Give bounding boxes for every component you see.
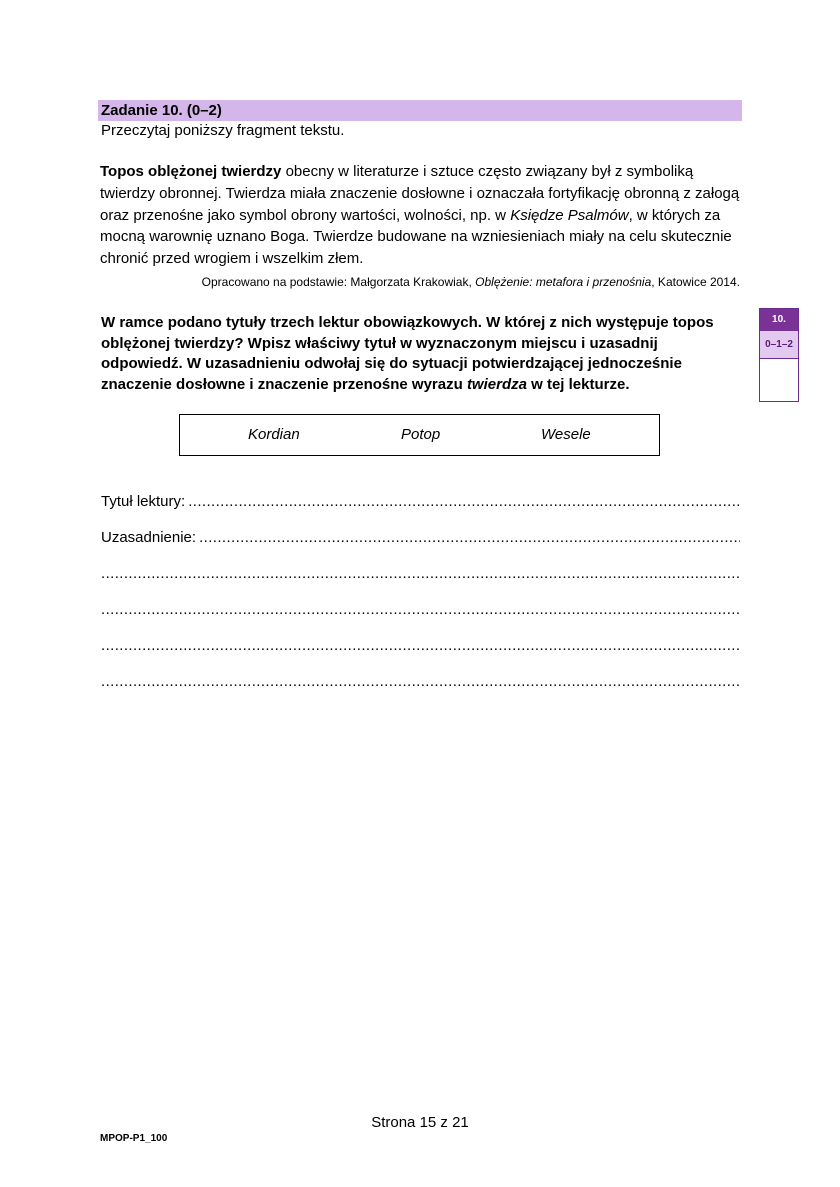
- answer-dots-6[interactable]: [101, 672, 740, 692]
- answer-line-5[interactable]: [101, 636, 740, 656]
- book-title-2: Potop: [401, 426, 441, 443]
- score-task-number: 10.: [760, 309, 798, 331]
- source-title: Oblężenie: metafora i przenośnia: [475, 275, 652, 289]
- answer-dots-5[interactable]: [101, 636, 740, 656]
- passage-text-1: obecny w literaturze i sztuce często związany był z symboliką twierdzy obronnej. Twierdza miała znaczenie dosłowne i oznaczała fortyfikację obronną z załogą oraz przenośne jako symbol obrony wartości, wolności, np. w: [100, 163, 740, 224]
- answer-justification-label: Uzasadnienie:: [101, 529, 197, 546]
- answer-line-6[interactable]: [101, 672, 740, 692]
- question-italic-word: twierdza: [466, 375, 527, 393]
- task-instruction: Przeczytaj poniższy fragment tekstu.: [101, 122, 345, 139]
- score-range: 0–1–2: [760, 331, 798, 359]
- answer-title-label: Tytuł lektury:: [101, 493, 186, 510]
- exam-code: MPOP-P1_100: [100, 1133, 168, 1144]
- reading-passage: [100, 161, 742, 270]
- passage-italic-title: Księdze Psalmów: [510, 206, 629, 224]
- answer-line-4[interactable]: [101, 600, 740, 620]
- answer-title-dots[interactable]: [188, 492, 740, 512]
- book-title-3: Wesele: [541, 426, 591, 443]
- book-titles-frame: [179, 414, 660, 456]
- answer-line-3[interactable]: [101, 564, 740, 584]
- source-citation: [202, 273, 740, 291]
- book-title-1: Kordian: [248, 426, 300, 443]
- passage-text-2: , w których za mocną warownię uznano Boga. Twierdze budowane na wzniesieniach miały na celu skutecznie chronić przed wrogiem i wszelkim złem.: [100, 206, 732, 268]
- question-text: [101, 313, 741, 395]
- answer-justification-dots[interactable]: [199, 528, 740, 548]
- answer-title-line[interactable]: [101, 492, 740, 512]
- question-text-1: W ramce podano tytuły trzech lektur obowiązkowych. W której z nich występuje topos oblężonej twierdzy? Wpisz właściwy tytuł w wyznaczonym miejscu i uzasadnij odpowiedź. W uzasadnieniu odwołaj się do sytuacji potwierdzającej jednocześnie znaczenie dosłowne i znaczenie przenośne wyrazu: [101, 314, 714, 393]
- passage-bold-lead: Topos oblężonej twierdzy: [100, 163, 282, 180]
- answer-dots-3[interactable]: [101, 564, 740, 584]
- source-prefix: Opracowano na podstawie: Małgorzata Krakowiak,: [201, 275, 476, 289]
- score-box: [759, 308, 799, 402]
- question-text-2: w tej lekturze.: [526, 375, 630, 393]
- source-suffix: , Katowice 2014.: [651, 275, 740, 289]
- task-header: Zadanie 10. (0–2): [98, 100, 742, 121]
- answer-dots-4[interactable]: [101, 600, 740, 620]
- answer-justification-line[interactable]: [101, 528, 740, 548]
- page-number: Strona 15 z 21: [371, 1114, 469, 1131]
